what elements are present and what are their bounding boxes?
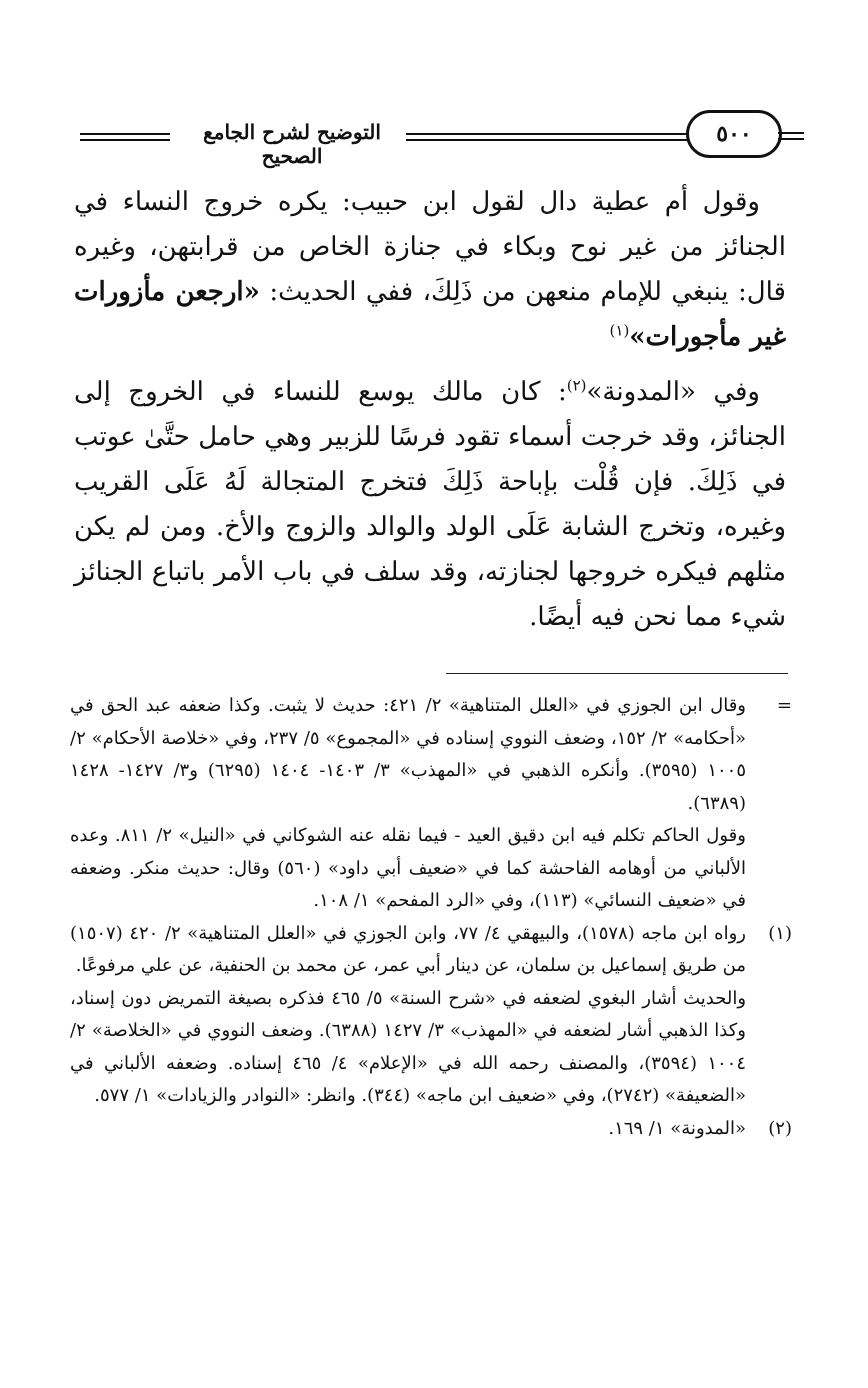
footnote-2-marker: (٢) (768, 1117, 792, 1139)
paragraph-1 (74, 180, 786, 360)
footnote-continued (70, 690, 792, 918)
footnote-1-paragraph-1: رواه ابن ماجه (١٥٧٨)، والبيهقي ٤/ ٧٧، وابن الجوزي في «العلل المتناهية» ٢/ ٤٢٠ (١٥٠٧) من طريق إسماعيل بن سلمان، عن دينار أبي عمر، عن محمد بن الحنفية، عن علي مرفوعًا. (70, 922, 746, 976)
footnote-2-paragraph-1: «المدونة» ١/ ١٦٩. (608, 1117, 746, 1139)
page-number: ٥٠٠ (686, 110, 782, 158)
footnote-continued-paragraph-1: وقال ابن الجوزي في «العلل المتناهية» ٢/ ٤٢١: حديث لا يثبت. وكذا ضعفه عبد الحق في «أحكامه» ٢/ ١٥٢، وضعف النووي إسناده في «المجموع» ٥/ ٢٣٧، وفي «خلاصة الأحكام» ٢/ ١٠٠٥ (٣٥٩٥). وأنكره الذهبي في «المهذب» ٣/ ١٤٠٣- ١٤٠٤ (٦٢٩٥) و٣/ ١٤٢٧- ١٤٢٨ (٦٣٨٩). (70, 695, 747, 814)
footnote-2 (70, 1113, 792, 1146)
paragraph-1-text: وقول أم عطية دال لقول ابن حبيب: يكره خروج النساء في الجنائز من غير نوح وبكاء في جنازة الخاص من قرابتهن، وغيره قال: ينبغي للإمام منعهن من ذَلِكَ، ففي الحديث: (74, 187, 786, 307)
footnote-1-continued (70, 983, 792, 1113)
footnote-continued-body (70, 690, 746, 918)
footnote-ref-2[interactable]: (٢) (566, 376, 587, 395)
footnote-1 (70, 918, 792, 983)
footnote-1-body (70, 918, 746, 983)
footnote-1-paragraph-2: والحديث أشار البغوي لضعفه في «شرح السنة» ٥/ ٤٦٥ فذكره بصيغة التمريض دون إسناد، وكذا الذهبي أشار لضعفه في «المهذب» ٣/ ١٤٢٧ (٦٣٨٨). وضعف النووي في «الخلاصة» ٢/ ١٠٠٤ (٣٥٩٤)، والمصنف رحمه الله في «الإعلام» ٤/ ٤٦٥ إسناده. وضعفه الألباني في «الضعيفة» (٢٧٤٢)، وفي «ضعيف ابن ماجه» (٣٤٤). وانظر: «النوادر والزيادات» ١/ ٥٧٧. (70, 987, 747, 1106)
paragraph-2-lead: وفي «المدونة» (586, 377, 760, 407)
paragraph-2 (74, 370, 786, 640)
hadith-quote: «ارجعن مأزورات غير مأجورات» (74, 277, 786, 352)
footnote-divider (446, 673, 788, 674)
main-text (74, 180, 786, 640)
running-title: التوضيح لشرح الجامع الصحيح (203, 120, 381, 168)
footnote-continuation-marker: = (776, 695, 792, 716)
header-rule-left (80, 133, 170, 141)
paragraph-2-text: : كان مالك يوسع للنساء في الخروج إلى الجنائز، وقد خرجت أسماء تقود فرسًا للزبير وهي حامل حتَّىٰ عوتب في ذَلِكَ. فإن قُلْت بإباحة ذَلِكَ فتخرج المتجالة لَهُ عَلَى القريب وغيره، وتخرج الشابة عَلَى الولد والوالد والزوج والأخ. ومن لم يكن مثلهم فيكره خروجها لجنازته، وقد سلف في باب الأمر باتباع الجنائز شيء مما نحن فيه أيضًا. (74, 377, 786, 632)
header-rule-right (778, 132, 804, 140)
header-rule-middle (406, 133, 718, 141)
page-header (70, 108, 800, 166)
footnote-ref-1[interactable]: (١) (609, 321, 630, 340)
footnote-2-body (70, 1113, 746, 1146)
footnote-continued-paragraph-2: وقول الحاكم تكلم فيه ابن دقيق العيد - فيما نقله عنه الشوكاني في «النيل» ٢/ ٨١١. وعده الألباني من أوهامه الفاحشة كما في «ضعيف أبي داود» (٥٦٠) وقال: حديث منكر. وضعفه في «ضعيف النسائي» (١١٣)، وفي «الرد المفحم» ١/ ١٠٨. (70, 825, 746, 911)
footnotes (70, 690, 792, 1145)
footnote-1-marker: (١) (768, 922, 792, 944)
